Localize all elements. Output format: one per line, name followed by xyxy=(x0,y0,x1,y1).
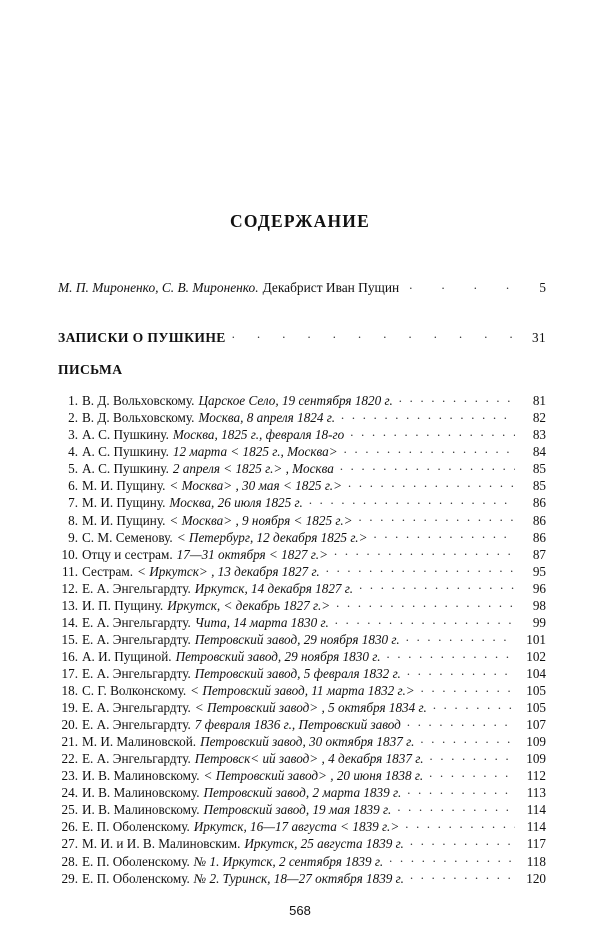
section-pisma: ПИСЬМА xyxy=(58,362,123,377)
letter-place-date: < Иркутск> , 13 декабря 1827 г. xyxy=(137,563,320,579)
letter-index: 4. xyxy=(68,444,78,460)
letter-recipient: Е. А. Энгельгардту. xyxy=(82,614,191,630)
letter-index: 11. xyxy=(62,563,78,579)
letter-place-date: < Петровский завод, 11 марта 1832 г.> xyxy=(190,683,415,699)
letter-entry[interactable] xyxy=(58,801,546,816)
letter-recipient: Е. П. Оболенскому. xyxy=(82,870,190,886)
letter-recipient: Е. П. Оболенскому. xyxy=(82,819,190,835)
letter-index: 17. xyxy=(61,665,78,681)
letter-page-number: 99 xyxy=(532,614,546,630)
section-label: ЗАПИСКИ О ПУШКИНЕ xyxy=(58,329,226,345)
letter-place-date: № 2. Туринск, 18—27 октября 1839 г. xyxy=(193,870,404,886)
letter-index: 10. xyxy=(61,546,78,562)
letter-place-date: 7 февраля 1836 г., Петровский завод xyxy=(194,717,401,733)
folio-page-number: 568 xyxy=(289,903,311,918)
section-zapiski-o-pushkine[interactable] xyxy=(58,328,546,344)
letter-recipient: Отцу и сестрам. xyxy=(82,546,173,562)
letter-entry[interactable] xyxy=(58,392,546,407)
page-title: СОДЕРЖАНИЕ xyxy=(229,211,370,231)
letter-page-number: 104 xyxy=(526,665,546,681)
letter-index: 18. xyxy=(61,683,78,699)
letter-place-date: Чита, 14 марта 1830 г. xyxy=(194,614,329,630)
letter-recipient: И. В. Малиновскому. xyxy=(82,768,200,784)
letter-recipient: Е. А. Энгельгардту. xyxy=(82,631,191,647)
dot-leader xyxy=(341,409,515,422)
front-matter-authors: М. П. Мироненко, С. В. Мироненко. xyxy=(58,280,259,296)
letter-entry[interactable] xyxy=(58,426,546,441)
letter-entry[interactable] xyxy=(58,784,546,799)
letter-recipient: Е. А. Энгельгардту. xyxy=(82,751,191,767)
dot-leader xyxy=(407,665,515,678)
letter-page-number: 114 xyxy=(526,819,546,835)
letter-index: 9. xyxy=(68,529,78,545)
letter-index: 12. xyxy=(61,580,78,596)
letter-index: 6. xyxy=(68,478,78,494)
dot-leader xyxy=(344,443,515,456)
letter-index: 2. xyxy=(68,410,78,426)
letter-entry[interactable] xyxy=(58,511,546,526)
dot-leader xyxy=(326,563,515,576)
dot-leader xyxy=(409,279,515,292)
letter-place-date: 17—31 октября < 1827 г.> xyxy=(176,546,328,562)
letter-recipient: Сестрам. xyxy=(82,563,134,579)
dot-leader xyxy=(340,460,515,473)
letter-recipient: М. И. Малиновской. xyxy=(82,734,197,750)
dot-leader xyxy=(335,614,515,627)
letter-index: 24. xyxy=(61,785,78,801)
letter-page-number: 120 xyxy=(526,870,546,886)
letter-recipient: Е. А. Энгельгардту. xyxy=(82,665,191,681)
letter-entry[interactable] xyxy=(58,614,546,629)
front-matter-work: Декабрист Иван Пущин xyxy=(262,280,400,296)
dot-leader xyxy=(350,426,515,439)
letter-place-date: < Москва> , 9 ноября < 1825 г.> xyxy=(169,512,353,528)
letter-page-number: 114 xyxy=(526,802,546,818)
letter-index: 26. xyxy=(61,819,78,835)
dot-leader xyxy=(433,699,515,712)
dot-leader xyxy=(397,801,515,814)
letter-place-date: Москва, 8 апреля 1824 г. xyxy=(198,410,336,426)
letter-recipient: М. И. и И. В. Малиновским. xyxy=(82,836,241,852)
letter-index: 13. xyxy=(61,597,78,613)
letter-place-date: Петровский завод, 5 февраля 1832 г. xyxy=(194,665,401,681)
letter-place-date: Петровский завод, 2 марта 1839 г. xyxy=(203,785,402,801)
letter-entry[interactable] xyxy=(58,580,546,595)
letter-entry[interactable] xyxy=(58,631,546,646)
letter-page-number: 85 xyxy=(532,461,546,477)
section-page-number: 31 xyxy=(532,329,546,345)
letter-entry[interactable] xyxy=(58,750,546,765)
letter-page-number: 86 xyxy=(532,512,546,528)
letter-recipient: М. И. Пущину. xyxy=(82,478,166,494)
letter-place-date: Петровский завод, 29 ноября 1830 г. xyxy=(194,631,400,647)
letter-entry[interactable] xyxy=(58,597,546,612)
letter-page-number: 82 xyxy=(532,410,546,426)
letter-place-date: < Москва> , 30 мая < 1825 г.> xyxy=(169,478,342,494)
letter-page-number: 81 xyxy=(532,393,546,409)
letter-place-date: < Петербург, 12 декабря 1825 г.> xyxy=(176,529,368,545)
dot-leader xyxy=(430,750,515,763)
letter-place-date: № 1. Иркутск, 2 сентября 1839 г. xyxy=(193,853,384,869)
letter-entry[interactable] xyxy=(58,852,546,867)
letter-recipient: С. М. Семенову. xyxy=(82,529,173,545)
letter-place-date: Петровский завод, 19 мая 1839 г. xyxy=(203,802,392,818)
letter-recipient: Е. А. Энгельгардту. xyxy=(82,700,191,716)
letter-index: 25. xyxy=(61,802,78,818)
letter-page-number: 107 xyxy=(526,717,546,733)
letter-index: 14. xyxy=(61,614,78,630)
letter-page-number: 86 xyxy=(532,495,546,511)
letter-recipient: Е. П. Оболенскому. xyxy=(82,853,190,869)
letter-page-number: 101 xyxy=(526,631,546,647)
dot-leader xyxy=(359,580,515,593)
letter-recipient: А. И. Пущиной. xyxy=(82,648,172,664)
letter-entry[interactable] xyxy=(58,494,546,509)
letter-index: 22. xyxy=(61,751,78,767)
letter-entry[interactable] xyxy=(58,869,546,884)
letter-place-date: 2 апреля < 1825 г.> , Москва xyxy=(172,461,334,477)
letter-entry[interactable] xyxy=(58,563,546,578)
letter-index: 19. xyxy=(61,700,78,716)
letter-recipient: Е. А. Энгельгардту. xyxy=(82,717,191,733)
letter-recipient: М. И. Пущину. xyxy=(82,512,166,528)
letter-page-number: 102 xyxy=(526,648,546,664)
letter-place-date: < Петровский завод> , 20 июня 1838 г. xyxy=(203,768,424,784)
letter-place-date: Петровский завод, 30 октября 1837 г. xyxy=(200,734,415,750)
letter-entry[interactable] xyxy=(58,665,546,680)
dot-leader xyxy=(387,648,515,661)
letter-place-date: Иркутск, 25 августа 1839 г. xyxy=(244,836,404,852)
letter-recipient: М. И. Пущину. xyxy=(82,495,166,511)
letter-page-number: 96 xyxy=(532,580,546,596)
dot-leader xyxy=(420,733,515,746)
letter-recipient: И. В. Малиновскому. xyxy=(82,802,200,818)
letter-index: 23. xyxy=(61,768,78,784)
letter-page-number: 105 xyxy=(526,700,546,716)
letter-entry[interactable] xyxy=(58,648,546,663)
dot-leader xyxy=(429,767,515,780)
letter-page-number: 84 xyxy=(532,444,546,460)
letter-page-number: 86 xyxy=(532,529,546,545)
letter-index: 15. xyxy=(61,631,78,647)
letter-recipient: С. Г. Волконскому. xyxy=(82,683,187,699)
letter-place-date: Иркутск, 16—17 августа < 1839 г.> xyxy=(193,819,400,835)
front-matter-page-number: 5 xyxy=(539,280,546,296)
dot-leader xyxy=(407,716,515,729)
letter-page-number: 83 xyxy=(532,427,546,443)
dot-leader xyxy=(373,528,515,541)
letter-entry[interactable] xyxy=(58,460,546,475)
letter-index: 16. xyxy=(61,648,78,664)
letter-page-number: 85 xyxy=(532,478,546,494)
letter-recipient: И. П. Пущину. xyxy=(82,597,164,613)
dot-leader xyxy=(348,477,515,490)
letter-page-number: 109 xyxy=(526,734,546,750)
dot-leader xyxy=(407,784,515,797)
dot-leader xyxy=(410,869,515,882)
letter-place-date: Москва, 1825 г., февраля 18-го xyxy=(172,427,345,443)
letter-page-number: 95 xyxy=(532,563,546,579)
letter-place-date: < Петровский завод> , 5 октября 1834 г. xyxy=(194,700,427,716)
dot-leader xyxy=(232,328,515,342)
letter-index: 7. xyxy=(68,495,78,511)
dot-leader xyxy=(405,818,515,831)
letter-recipient: А. С. Пушкину. xyxy=(82,461,169,477)
dot-leader xyxy=(399,392,515,405)
letter-page-number: 105 xyxy=(526,683,546,699)
letter-place-date: Царское Село, 19 сентября 1820 г. xyxy=(198,393,393,409)
dot-leader xyxy=(406,631,515,644)
letter-page-number: 112 xyxy=(526,768,546,784)
letter-page-number: 113 xyxy=(526,785,546,801)
letter-page-number: 118 xyxy=(526,853,546,869)
letter-page-number: 98 xyxy=(532,597,546,613)
letter-entry[interactable] xyxy=(58,477,546,492)
letter-recipient: А. С. Пушкину. xyxy=(82,427,169,443)
dot-leader xyxy=(336,597,515,610)
letter-index: 29. xyxy=(61,870,78,886)
letter-index: 27. xyxy=(61,836,78,852)
letter-entry[interactable] xyxy=(58,767,546,782)
dot-leader xyxy=(309,494,515,507)
letter-entry[interactable] xyxy=(58,699,546,714)
letter-page-number: 117 xyxy=(526,836,546,852)
letter-index: 3. xyxy=(68,427,78,443)
letter-recipient: А. С. Пушкину. xyxy=(82,444,169,460)
dot-leader xyxy=(334,545,515,558)
letter-place-date: Москва, 26 июля 1825 г. xyxy=(169,495,303,511)
letter-entry[interactable] xyxy=(58,443,546,458)
letter-place-date: Иркутск, < декабрь 1827 г.> xyxy=(167,597,331,613)
letter-entry[interactable] xyxy=(58,716,546,731)
letter-recipient: В. Д. Вольховскому. xyxy=(82,410,195,426)
dot-leader xyxy=(389,852,515,865)
letter-page-number: 87 xyxy=(532,546,546,562)
letter-entry[interactable] xyxy=(58,528,546,543)
dot-leader xyxy=(359,511,515,524)
letter-place-date: 12 марта < 1825 г., Москва> xyxy=(172,444,338,460)
letter-index: 20. xyxy=(61,717,78,733)
letter-entry[interactable] xyxy=(58,835,546,850)
letter-entry[interactable] xyxy=(58,409,546,424)
letter-page-number: 109 xyxy=(526,751,546,767)
letter-index: 8. xyxy=(68,512,78,528)
letter-entry[interactable] xyxy=(58,733,546,748)
letter-index: 5. xyxy=(68,461,78,477)
letter-recipient: И. В. Малиновскому. xyxy=(82,785,200,801)
letter-place-date: Петровский завод, 29 ноября 1830 г. xyxy=(175,648,381,664)
letter-index: 28. xyxy=(61,853,78,869)
letter-recipient: Е. А. Энгельгардту. xyxy=(82,580,191,596)
letter-entry[interactable] xyxy=(58,682,546,697)
letter-place-date: Петровск< ий завод> , 4 декабря 1837 г. xyxy=(194,751,424,767)
letter-index: 1. xyxy=(68,393,78,409)
letter-entry[interactable] xyxy=(58,545,546,560)
letter-place-date: Иркутск, 14 декабря 1827 г. xyxy=(194,580,354,596)
letter-entry[interactable] xyxy=(58,818,546,833)
dot-leader xyxy=(421,682,515,695)
front-matter-entry[interactable] xyxy=(58,279,546,295)
letter-index: 21. xyxy=(61,734,78,750)
dot-leader xyxy=(410,835,515,848)
letter-recipient: В. Д. Вольховскому. xyxy=(82,393,195,409)
